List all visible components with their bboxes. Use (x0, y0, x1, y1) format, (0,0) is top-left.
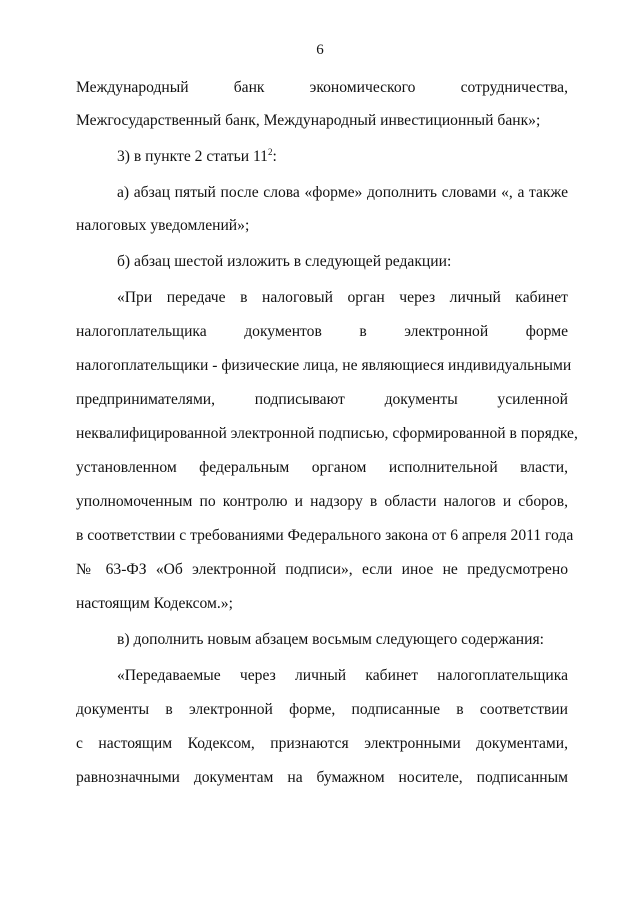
text-line: а) абзац пятый после слова «форме» дополнить словами «, а также (117, 184, 568, 201)
text-line: «Передаваемые через личный кабинет налогоплательщика (117, 667, 568, 684)
text-line: с настоящим Кодексом, признаются электронными документами, (76, 735, 568, 752)
text-line: равнозначными документам на бумажном носителе, подписанным (76, 769, 568, 786)
text-line: налогоплательщика документов в электронной форме (76, 323, 568, 340)
text-line: в соответствии с требованиями Федерального закона от 6 апреля 2011 года (76, 527, 574, 544)
text-line: предпринимателями, подписывают документы усиленной (76, 391, 568, 408)
text-line-suffix: : (272, 148, 277, 165)
text-line: настоящим Кодексом.»; (76, 595, 233, 612)
text-line: установленном федеральным органом исполнительной власти, (76, 459, 568, 476)
page-number: 6 (316, 42, 324, 58)
text-line-main: 3) в пункте 2 статьи 11 (117, 148, 268, 165)
text-line: б) абзац шестой изложить в следующей редакции: (117, 253, 452, 270)
text-line: Межгосударственный банк, Международный инвестиционный банк»; (76, 112, 541, 129)
superscript: 2 (267, 147, 273, 157)
text-line (117, 147, 568, 167)
text-line: уполномоченным по контролю и надзору в области налогов и сборов, (76, 493, 568, 510)
text-line: налоговых уведомлений»; (76, 217, 250, 234)
text-line: неквалифицированной электронной подписью, сформированной в порядке, (76, 425, 578, 442)
text-line: документы в электронной форме, подписанные в соответствии (76, 701, 568, 718)
text-line: № 63-ФЗ «Об электронной подписи», если иное не предусмотрено (76, 561, 568, 578)
text-line: налогоплательщики - физические лица, не являющиеся индивидуальными (76, 357, 572, 374)
text-line: в) дополнить новым абзацем восьмым следующего содержания: (117, 631, 544, 648)
text-line: «При передаче в налоговый орган через личный кабинет (117, 289, 568, 306)
text-line: Международный банк экономического сотрудничества, (76, 79, 568, 96)
